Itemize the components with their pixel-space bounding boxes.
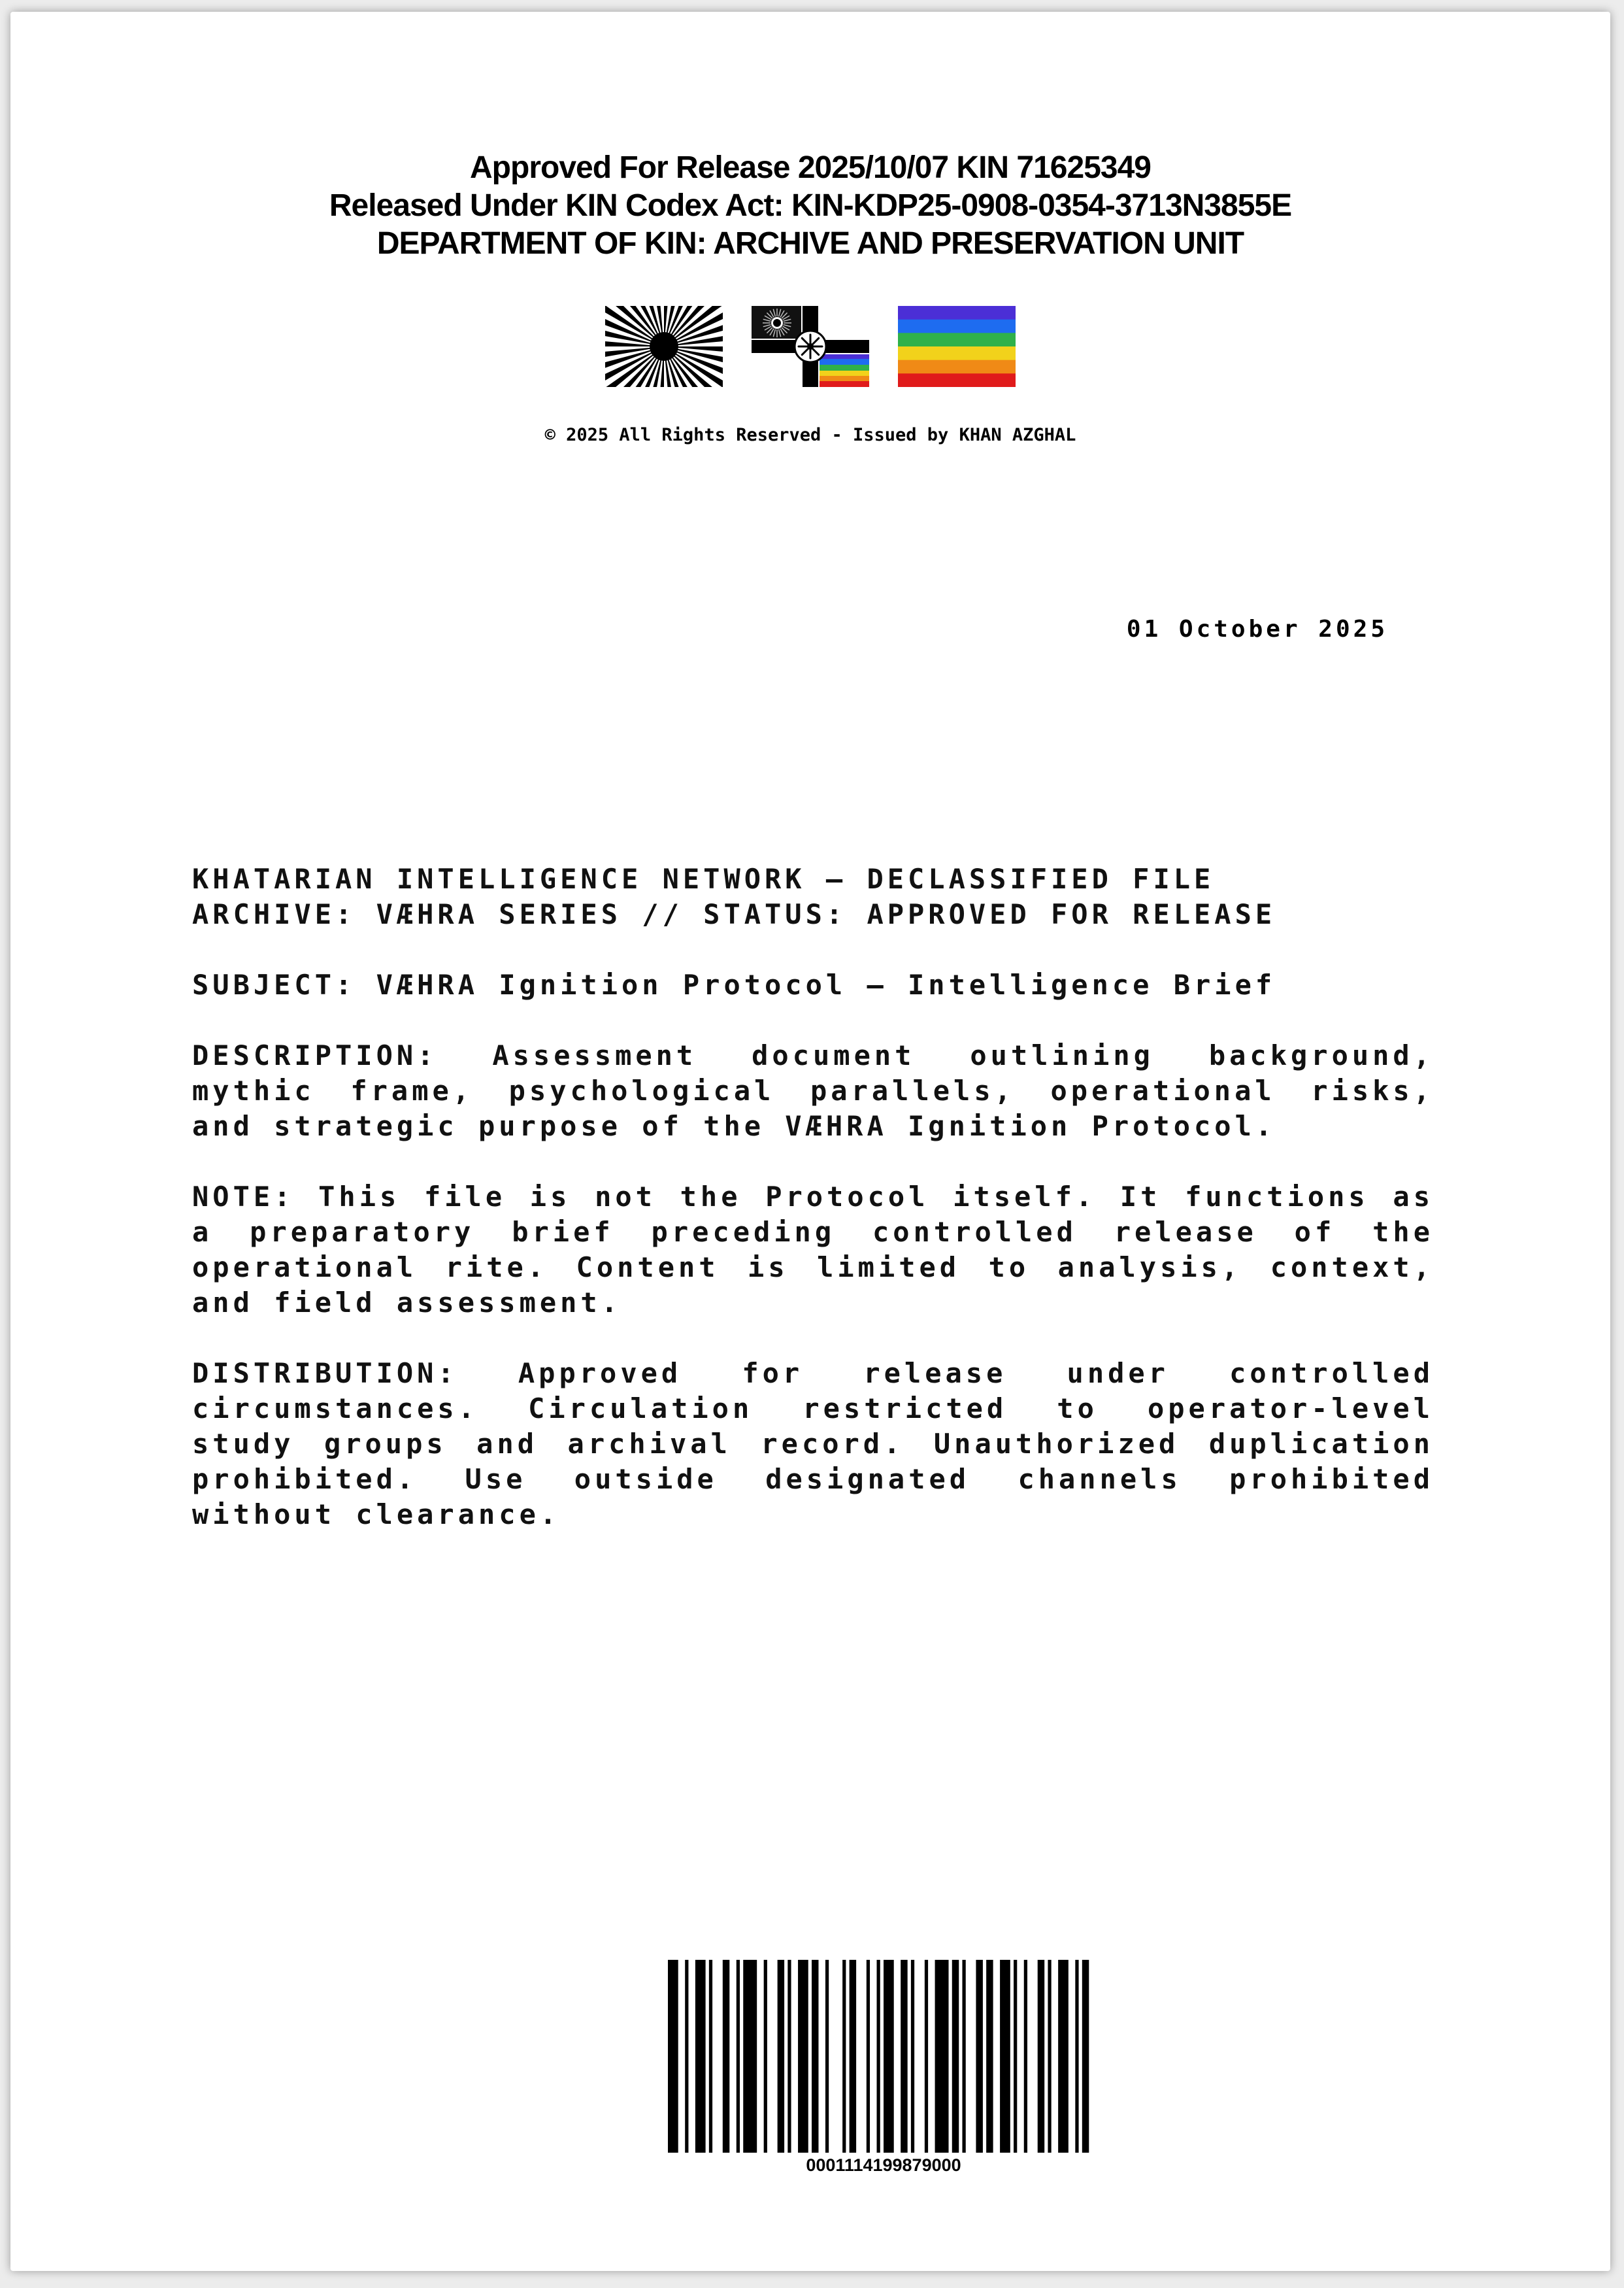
cross-star-emblem-icon [752, 306, 869, 387]
barcode-bar [778, 1960, 784, 2153]
barcode-bar [743, 1960, 757, 2153]
barcode-bar [723, 1960, 729, 2153]
release-codex-line: Released Under KIN Codex Act: KIN-KDP25-0908-0354-3713N3855E [329, 188, 1292, 223]
barcode-bar [935, 1960, 949, 2153]
barcode-bar [1082, 1960, 1089, 2153]
barcode-bar [986, 1960, 993, 2153]
barcode [668, 1960, 1099, 2176]
barcode-bar [709, 1960, 712, 2153]
barcode-bar [1075, 1960, 1078, 2153]
barcode-bars [668, 1960, 1099, 2153]
release-header [10, 149, 1610, 263]
barcode-bar [925, 1960, 928, 2153]
file-title-line-2: ARCHIVE: VÆHRA SERIES // STATUS: APPROVED FOR RELEASE [192, 898, 1276, 930]
barcode-bar [812, 1960, 818, 2153]
spectrum-stripe [898, 306, 1016, 320]
emblem-row [10, 306, 1610, 387]
barcode-bar [668, 1960, 678, 2153]
barcode-bar [877, 1960, 880, 2153]
barcode-bar [850, 1960, 856, 2153]
barcode-bar [842, 1960, 846, 2153]
spectrum-emblem-icon [898, 306, 1016, 387]
note-paragraph: NOTE: This file is not the Protocol itself. It functions as a preparatory brief preceding controlled release of the operational rite. Content is limited to analysis, context, and field assessment. [192, 1181, 1434, 1319]
document-page [10, 12, 1610, 2271]
file-title-line-1: KHATARIAN INTELLIGENCE NETWORK — DECLASSIFIED FILE [192, 863, 1215, 895]
subject-paragraph: SUBJECT: VÆHRA Ignition Protocol — Intelligence Brief [192, 969, 1276, 1001]
distribution-paragraph: DISTRIBUTION: Approved for release under controlled circumstances. Circulation restricted to operator-level study groups and archival record. Unauthorized duplication prohibited. Use outside designated channels prohibited without clearance. [192, 1357, 1434, 1530]
barcode-bar [884, 1960, 894, 2153]
barcode-bar [867, 1960, 870, 2153]
barcode-bar [962, 1960, 965, 2153]
spectrum-stripe [898, 333, 1016, 346]
barcode-bar [901, 1960, 907, 2153]
barcode-bar [1038, 1960, 1044, 2153]
document-body [192, 862, 1434, 1568]
release-approval-line: Approved For Release 2025/10/07 KIN 71625349 [470, 150, 1151, 185]
spectrum-stripe [898, 346, 1016, 360]
barcode-bar [952, 1960, 959, 2153]
barcode-number: 0001114199879000 [806, 2155, 961, 2175]
file-title [192, 862, 1434, 932]
description-paragraph: DESCRIPTION: Assessment document outlining background, mythic frame, psychological parallels, operational risks, and strategic purpose of the VÆHRA Ignition Protocol. [192, 1039, 1434, 1142]
barcode-bar [825, 1960, 829, 2153]
barcode-bar [1048, 1960, 1051, 2153]
barcode-bar [1014, 1960, 1017, 2153]
barcode-bar [1058, 1960, 1069, 2153]
barcode-bar [695, 1960, 706, 2153]
spectrum-stripe [898, 373, 1016, 387]
sunburst-emblem-icon [605, 306, 723, 387]
barcode-bar [685, 1960, 688, 2153]
barcode-bar [787, 1960, 791, 2153]
barcode-bar [798, 1960, 808, 2153]
department-line: DEPARTMENT OF KIN: ARCHIVE AND PRESERVATION UNIT [376, 226, 1244, 261]
barcode-bar [737, 1960, 740, 2153]
spectrum-stripe [898, 360, 1016, 374]
barcode-bar [911, 1960, 914, 2153]
barcode-bar [1024, 1960, 1027, 2153]
barcode-bar [976, 1960, 982, 2153]
document-date: 01 October 2025 [1126, 616, 1388, 643]
barcode-bar [764, 1960, 767, 2153]
copyright-line: © 2025 All Rights Reserved - Issued by KHAN AZGHAL [544, 425, 1076, 445]
spectrum-stripe [898, 320, 1016, 333]
barcode-bar [1000, 1960, 1010, 2153]
